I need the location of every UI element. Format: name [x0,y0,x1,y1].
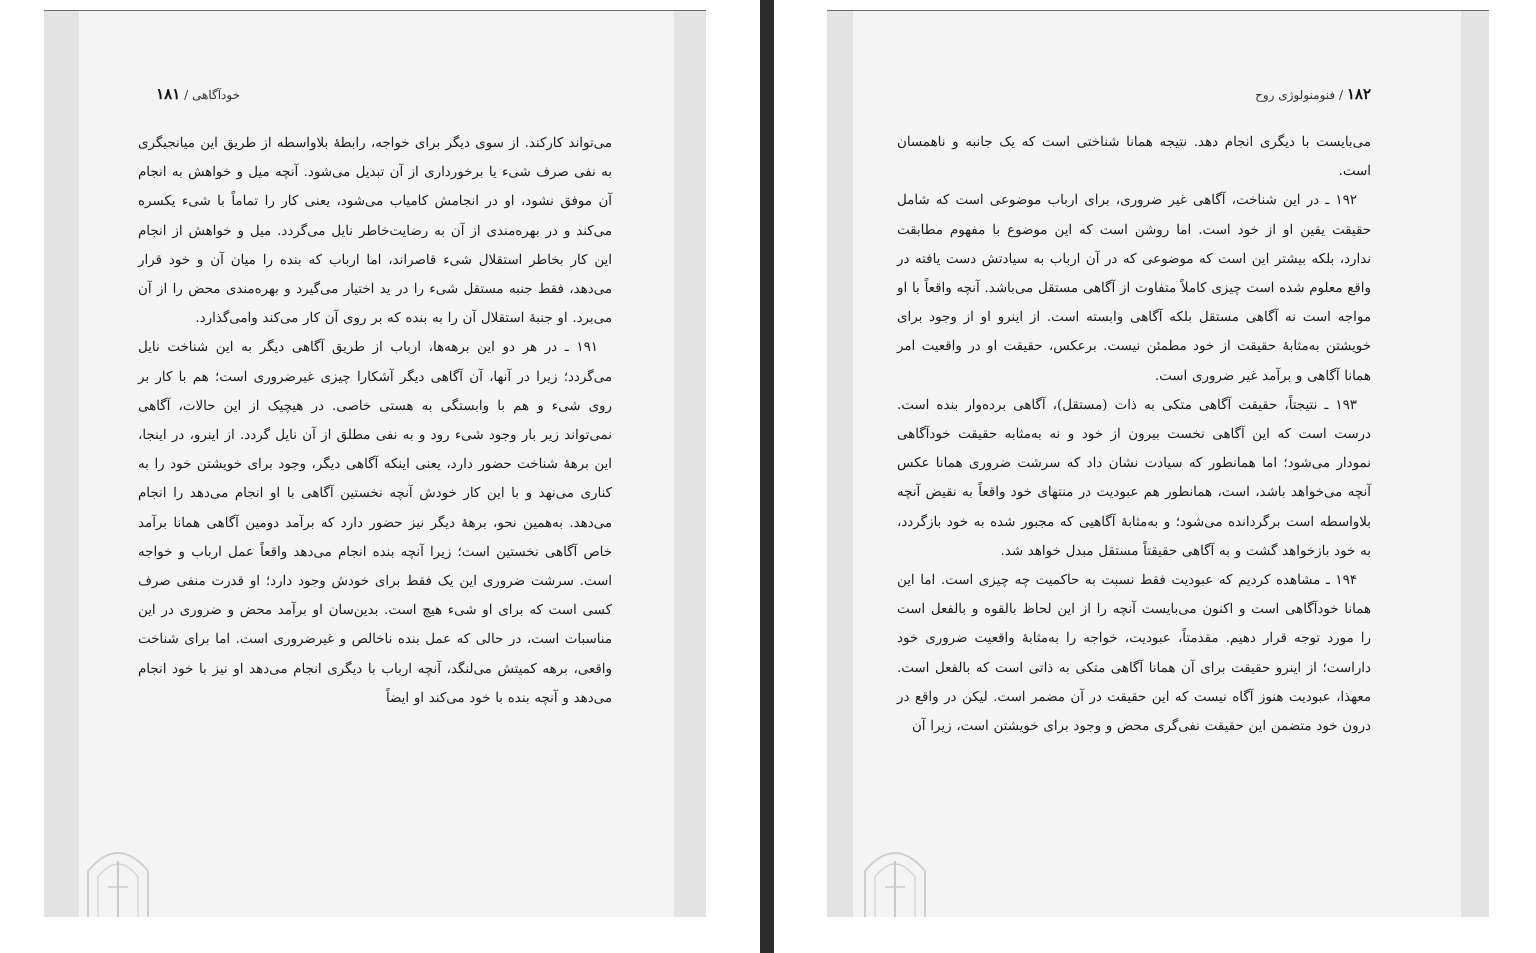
right-paragraph: ۱۹۴ ـ مشاهده کردیم که عبودیت فقط نسبت به حاکمیت چه چیزی است. اما این همانا خودآگاهی است و اکنون می‌بایست آنچه را از این لحاظ بالقوه و بالفعل است را مورد توجه قرار دهیم. مقدمتاً، عبودیت، خواجه را به‌مثابهٔ واقعیت ضروری خود داراست؛ از اینرو حقیقت برای آن همانا آگاهی متکی به ذاتی است که بالفعل است. معهذا، عبودیت هنوز آگاه نیست که این حقیقت در آن مضمر است. لیکن در واقع در درون خود متضمن این حقیقت نفی‌گری محض و وجود برای خویشتن است، زیرا آن [897,573,1371,735]
left-page-number: ۱۸۱ [156,85,181,103]
right-running-title: فنومنولوژی روح [1255,88,1336,102]
left-separator: / [184,88,189,102]
library-stamp-icon [82,831,154,917]
right-page-number: ۱۸۲ [1346,85,1371,103]
left-running-title: خودآگاهی [192,88,240,102]
right-paragraph: ۱۹۲ ـ در این شناخت، آگاهی غیر ضروری، برای ارباب موضوعی است که شامل حقیقت یقین او از خود است. اما روشن است که این موضوع با مفهوم مطابقت ندارد، بلکه بیشتر این است که موضوعی که در آن ارباب به سیادتش دست یافته در واقع معلوم شده است چیزی کاملاً متفاوت از آگاهی مستقل می‌باشد. آنچه واقعاً با او مواجه است نه آگاهی مستقل بلکه آگاهی وابسته است. از اینرو او از وجود برای خویشتن به‌مثابهٔ حقیقت از خود مطمئن نیست. برعکس، حقیقت او در واقعیت امر همانا آگاهی و برآمد غیر ضروری است. [897,193,1371,384]
spread-divider [760,0,774,953]
left-paragraph: می‌تواند کارکند. از سوی دیگر برای خواجه، رابطهٔ بلاواسطه از طریق این میانجیگری به نفی صرف شیء یا برخورداری از آن تبدیل می‌شود. آنچه میل و خواهش به انجام آن موفق نشود، او در انجامش کامیاب می‌شود، یعنی کار را تماماً با شیء یکسره می‌کند و در بهره‌مندی از آن به رضایت‌خاطر نایل می‌گردد. میل و خواهش از انجام این کار بخاطر استقلال شیء قاصراند، اما ارباب که بنده را میان آن و خود قرار می‌دهد، فقط جنبه مستقل شیء را در ید اختیار می‌گیرد و بهره‌مندی محض را از آن می‌برد. او جنبهٔ استقلال آن را به بنده که بر روی آن کار می‌کند وامی‌گذارد. [138,136,612,327]
left-page [44,10,706,917]
left-body-text [138,129,612,713]
right-body-text [897,128,1371,741]
right-separator: / [1338,88,1343,102]
right-paragraph: ۱۹۳ ـ نتیجتاً، حقیقت آگاهی متکی به ذات (مستقل)، آگاهی برده‌وار بنده است. درست است که این آگاهی نخست بیرون از خود و نه به‌مثابه حقیقت خودآگاهی نمودار می‌شود؛ اما همانطور که سیادت نشان داد که سرشت ضروری همانا عکس آنچه می‌خواهد باشد، است، همانطور هم عبودیت در منتهای خود واقعاً به نقیض آنچه بلاواسطه است برگردانده می‌شود؛ و به‌مثابهٔ آگاهیی که مجبور شده به خود بازگردد، به خود بازخواهد گشت و به آگاهی حقیقتاً مستقل مبدل خواهد شد. [897,397,1371,559]
left-running-head [156,85,240,103]
right-paragraph: می‌بایست با دیگری انجام دهد. نتیجه همانا شناختی است که یک جانبه و ناهمسان است. [897,135,1371,180]
right-page [827,10,1489,917]
library-stamp-icon [859,831,931,917]
left-paragraph: ۱۹۱ ـ در هر دو این برهه‌ها، ارباب از طریق آگاهی دیگر به این شناخت نایل می‌گردد؛ زیرا در آنها، آن آگاهی دیگر آشکارا چیزی غیرضروری است؛ هم با کار بر روی شیء و هم با وابستگی به هستی خاصی. در هیچیک از این حالات، آگاهی نمی‌تواند زیر بار وجود شیء رود و به نفی مطلق از آن نایل گردد. از اینرو، در اینجا، این برههٔ شناخت حضور دارد، یعنی اینکه آگاهی دیگر، وجود برای خویشتن خود را به کناری می‌نهد و با این کار خودش آنچه نخستین آگاهی با او انجام می‌دهد را انجام می‌دهد. به‌همین نحو، برههٔ دیگر نیز حضور دارد که برآمد دومین آگاهی همانا برآمد خاص آگاهی نخستین است؛ زیرا آنچه بنده انجام می‌دهد واقعاً عمل ارباب و خواجه است. سرشت ضروری این یک فقط برای خودش وجود دارد؛ او قدرت منفی صرف کسی است که برای او شیء هیچ است. بدین‌سان او برآمد محض و ضروری در این مناسبات است، در حالی که عمل بنده ناخالص و غیرضروری است. اما برای شناخت واقعی، برهه کمیتش می‌لنگد، آنچه ارباب با دیگری انجام می‌دهد او نیز با خود انجام می‌دهد و آنچه بنده با خود می‌کند او ایضاً [138,340,612,706]
right-running-head [1255,85,1371,103]
